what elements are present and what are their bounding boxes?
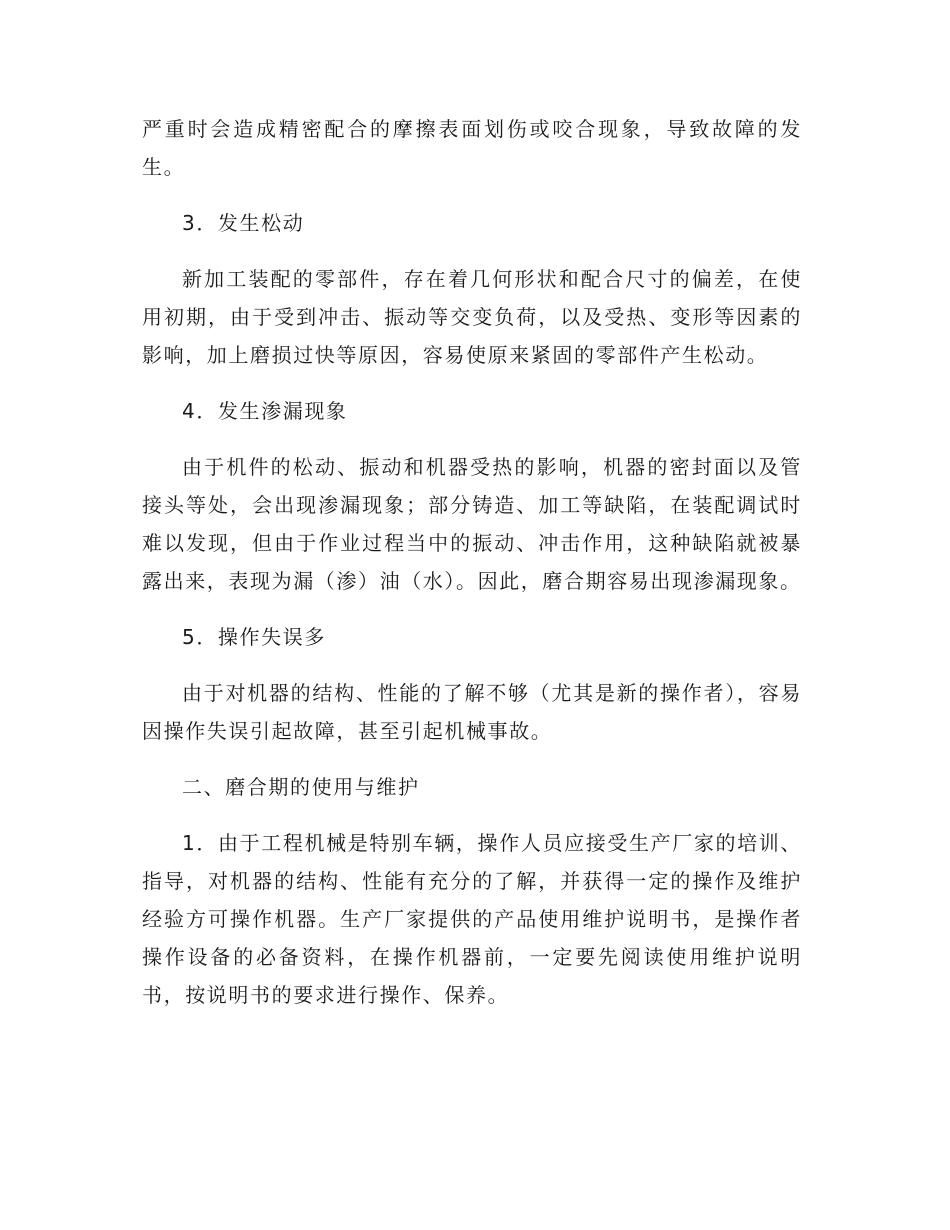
section-heading-4: 4．发生渗漏现象	[182, 399, 348, 423]
chapter-heading-2: 二、磨合期的使用与维护	[182, 775, 420, 799]
section-heading-3: 3．发生松动	[182, 211, 305, 235]
paragraph-operation-errors: 由于对机器的结构、性能的了解不够（尤其是新的操作者），容易因操作失误引起故障，甚至引起机械事故。	[142, 681, 802, 743]
section-heading-5: 5．操作失误多	[182, 625, 326, 649]
paragraph-continued: 严重时会造成精密配合的摩擦表面划伤或咬合现象，导致故障的发生。	[142, 117, 802, 179]
paragraph-loosening: 新加工装配的零部件，存在着几何形状和配合尺寸的偏差，在使用初期，由于受到冲击、振动等交变负荷，以及受热、变形等因素的影响，加上磨损过快等原因，容易使原来紧固的零部件产生松动。	[142, 267, 802, 367]
paragraph-usage-maintenance: 1．由于工程机械是特别车辆，操作人员应接受生产厂家的培训、指导，对机器的结构、性能有充分的了解，并获得一定的操作及维护经验方可操作机器。生产厂家提供的产品使用维护说明书，是操作者操作设备的必备资料，在操作机器前，一定要先阅读使用维护说明书，按说明书的要求进行操作、保养。	[142, 831, 802, 1007]
document-body	[142, 110, 802, 1032]
paragraph-leakage: 由于机件的松动、振动和机器受热的影响，机器的密封面以及管接头等处，会出现渗漏现象；部分铸造、加工等缺陷，在装配调试时难以发现，但由于作业过程当中的振动、冲击作用，这种缺陷就被暴露出来，表现为漏（渗）油（水）。因此，磨合期容易出现渗漏现象。	[142, 455, 802, 593]
